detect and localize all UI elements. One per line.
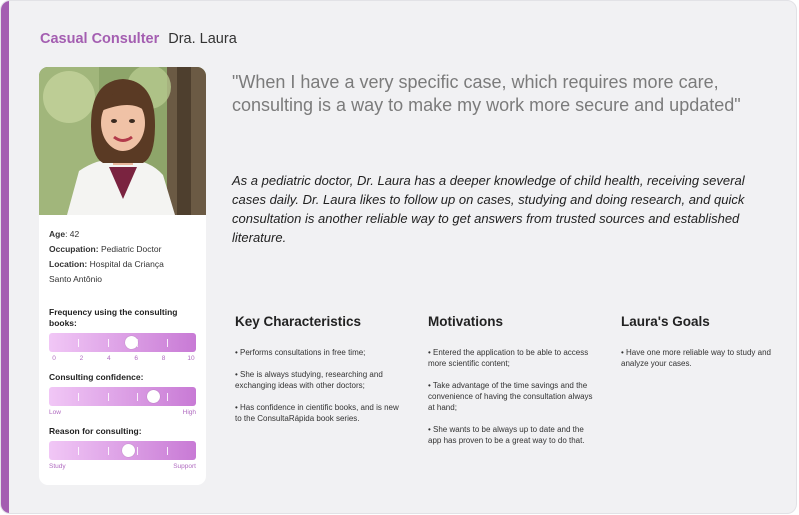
slider-label: 0	[52, 355, 56, 362]
slider-tick	[167, 393, 168, 401]
confidence-slider-title: Consulting confidence:	[49, 372, 144, 382]
profile-photo	[39, 67, 206, 215]
key-characteristics-title: Key Characteristics	[235, 314, 362, 329]
location-value-line1: Hospital da Criança	[89, 259, 164, 269]
slider-tick	[137, 447, 138, 455]
list-item: • She wants to be always up to date and the app has proven to be a great way to do that.	[428, 425, 585, 445]
occupation-row	[49, 242, 196, 257]
slider-label: 4	[106, 355, 111, 362]
slider-tick	[167, 339, 168, 347]
slider-label: 10	[187, 355, 195, 362]
slider-tick	[108, 447, 109, 455]
goals-list	[621, 347, 791, 369]
frequency-slider[interactable]	[49, 333, 196, 352]
slider-tick	[78, 339, 79, 347]
key-characteristics-list	[235, 347, 405, 424]
confidence-slider-knob[interactable]	[147, 390, 160, 403]
profile-info	[39, 215, 206, 287]
motivations-title: Motivations	[428, 314, 504, 329]
accent-bar	[1, 1, 9, 513]
slider-tick	[108, 339, 109, 347]
location-row-2	[49, 272, 196, 287]
motivations-list	[428, 347, 598, 446]
age-row	[49, 227, 196, 242]
slider-label: 8	[161, 355, 166, 362]
reason-slider-knob[interactable]	[122, 444, 135, 457]
frequency-slider-knob[interactable]	[125, 336, 138, 349]
reason-slider-block	[39, 426, 206, 470]
confidence-slider-block	[39, 372, 206, 416]
frequency-slider-block	[39, 307, 206, 362]
key-characteristics-section	[235, 314, 405, 435]
persona-type: Casual Consulter	[40, 31, 160, 47]
frequency-slider-labels	[49, 355, 196, 362]
reason-slider-labels	[49, 463, 196, 470]
location-value-line2: Santo Antônio	[49, 274, 102, 284]
slider-label: 6	[134, 355, 138, 362]
slider-tick	[78, 447, 79, 455]
goals-section	[621, 314, 791, 380]
frequency-slider-title: Frequency using the consulting books:	[49, 307, 178, 328]
slider-label-low: Low	[49, 409, 61, 416]
slider-tick	[137, 393, 138, 401]
age-value: : 42	[65, 229, 80, 239]
occupation-value: Pediatric Doctor	[100, 244, 162, 254]
goals-title: Laura's Goals	[621, 314, 710, 329]
occupation-label: Occupation:	[49, 244, 99, 254]
persona-quote: "When I have a very specific case, which requires more care, consulting is a way to make my work more secure and updated"	[232, 72, 741, 115]
persona-bio: As a pediatric doctor, Dr. Laura has a deeper knowledge of child health, receiving several cases daily. Dr. Laura likes to follow up on cases, studying and doing research, and quick consultation is another reliable way to get answers from trusted sources and established literature.	[232, 173, 745, 245]
motivations-section	[428, 314, 598, 457]
location-label: Location:	[49, 259, 88, 269]
list-item: • Has confidence in cientific books, and is new to the ConsultaRápida book series.	[235, 403, 399, 423]
location-row	[49, 257, 196, 272]
list-item: • Have one more reliable way to study and analyze your cases.	[621, 348, 771, 368]
reason-slider[interactable]	[49, 441, 196, 460]
list-item: • Take advantage of the time savings and the convenience of having the consultation always at hand;	[428, 381, 593, 412]
slider-tick	[167, 447, 168, 455]
reason-slider-title: Reason for consulting:	[49, 426, 142, 436]
persona-header	[40, 31, 237, 47]
slider-tick	[78, 393, 79, 401]
profile-card	[39, 67, 206, 485]
confidence-slider-labels	[49, 409, 196, 416]
persona-name: Dra. Laura	[168, 31, 237, 47]
slider-label: 2	[79, 355, 84, 362]
list-item: • Performs consultations in free time;	[235, 348, 366, 357]
slider-label-high: High	[182, 409, 196, 416]
list-item: • Entered the application to be able to access more scientific content;	[428, 348, 589, 368]
slider-tick	[108, 393, 109, 401]
slider-label-support: Support	[173, 463, 196, 470]
list-item: • She is always studying, researching and exchanging ideas with other doctors;	[235, 370, 383, 390]
confidence-slider[interactable]	[49, 387, 196, 406]
age-label: Age	[49, 229, 66, 239]
slider-label-study: Study	[49, 463, 66, 470]
